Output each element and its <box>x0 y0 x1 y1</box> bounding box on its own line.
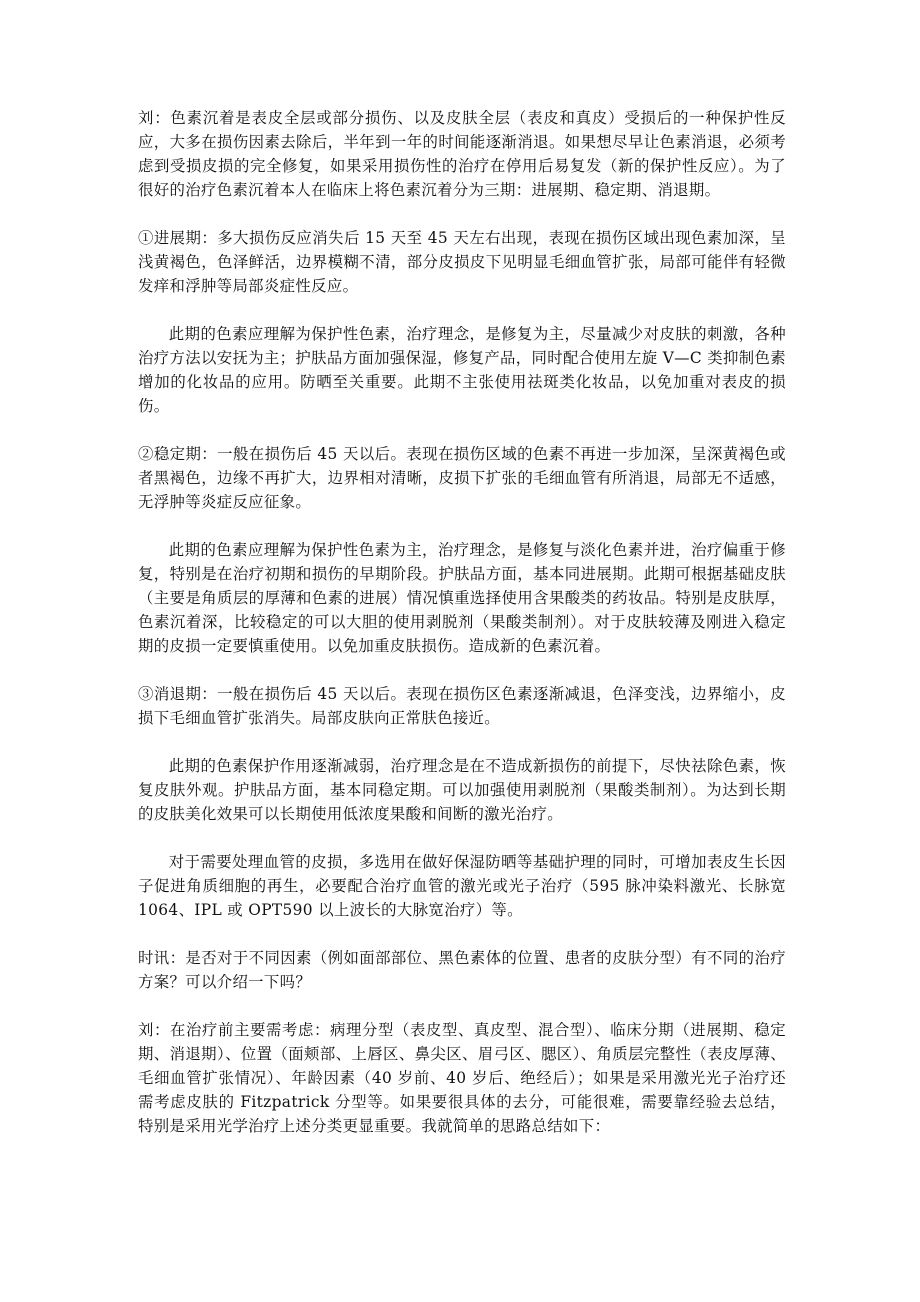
paragraph-regression-treatment: 此期的色素保护作用逐渐减弱，治疗理念是在不造成新损伤的前提下，尽快祛除色素，恢复皮肤外观。护肤品方面，基本同稳定期。可以加强使用剥脱剂（果酸类制剂）。为达到长期的皮肤美化效果可以长期使用低浓度果酸和间断的激光治疗。 <box>138 757 786 823</box>
paragraph-progressive-treatment: 此期的色素应理解为保护性色素，治疗理念，是修复为主，尽量减少对皮肤的刺激，各种治疗方法以安抚为主；护肤品方面加强保湿，修复产品，同时配合使用左旋 V—C 类抑制色素增加的化妆品的应用。防晒至关重要。此期不主张使用祛斑类化妆品，以免加重对表皮的损伤。 <box>138 325 786 415</box>
paragraph-regression-stage: ③消退期：一般在损伤后 45 天以后。表现在损伤区色素逐渐减退，色泽变浅，边界缩小，皮损下毛细血管扩张消失。局部皮肤向正常肤色接近。 <box>138 685 786 727</box>
paragraph-interview-question: 时讯：是否对于不同因素（例如面部部位、黑色素体的位置、患者的皮肤分型）有不同的治疗方案？可以介绍一下吗？ <box>138 949 786 991</box>
paragraph-stable-stage: ②稳定期：一般在损伤后 45 天以后。表现在损伤区域的色素不再进一步加深，呈深黄褐色或者黑褐色，边缘不再扩大，边界相对清晰，皮损下扩张的毛细血管有所消退，局部无不适感，无浮肿等炎症反应征象。 <box>138 445 786 511</box>
paragraph-progressive-stage: ①进展期：多大损伤反应消失后 15 天至 45 天左右出现，表现在损伤区域出现色素加深，呈浅黄褐色，色泽鲜活，边界模糊不清，部分皮损皮下见明显毛细血管扩张，局部可能伴有轻微发痒和浮肿等局部炎症性反应。 <box>138 229 786 295</box>
paragraph-intro: 刘：色素沉着是表皮全层或部分损伤、以及皮肤全层（表皮和真皮）受损后的一种保护性反应，大多在损伤因素去除后，半年到一年的时间能逐渐消退。如果想尽早让色素消退，必须考虑到受损皮损的完全修复，如果采用损伤性的治疗在停用后易复发（新的保护性反应）。为了很好的治疗色素沉着本人在临床上将色素沉着分为三期：进展期、稳定期、消退期。 <box>138 109 786 199</box>
paragraph-stable-treatment: 此期的色素应理解为保护性色素为主，治疗理念，是修复与淡化色素并进，治疗偏重于修复，特别是在治疗初期和损伤的早期阶段。护肤品方面，基本同进展期。此期可根据基础皮肤（主要是角质层的厚薄和色素的进展）情况慎重选择使用含果酸类的药妆品。特别是皮肤厚，色素沉着深，比较稳定的可以大胆的使用剥脱剂（果酸类制剂）。对于皮肤较薄及刚进入稳定期的皮损一定要慎重使用。以免加重皮肤损伤。造成新的色素沉着。 <box>138 541 786 655</box>
paragraph-interview-answer: 刘：在治疗前主要需考虑：病理分型（表皮型、真皮型、混合型）、临床分期（进展期、稳定期、消退期）、位置（面颊部、上唇区、鼻尖区、眉弓区、腮区）、角质层完整性（表皮厚薄、毛细血管扩张情况）、年龄因素（40 岁前、40 岁后、绝经后）；如果是采用激光光子治疗还需考虑皮肤的 Fitzpatrick 分型等。如果要很具体的去分，可能很难，需要靠经验去总结，特别是采用光学治疗上述分类更显重要。我就简单的思路总结如下： <box>138 1021 786 1135</box>
document-body <box>138 106 786 1162</box>
paragraph-vascular-treatment: 对于需要处理血管的皮损，多选用在做好保湿防晒等基础护理的同时，可增加表皮生长因子促进角质细胞的再生，必要配合治疗血管的激光或光子治疗（595 脉冲染料激光、长脉宽 1064、IPL 或 OPT590 以上波长的大脉宽治疗）等。 <box>138 853 786 919</box>
